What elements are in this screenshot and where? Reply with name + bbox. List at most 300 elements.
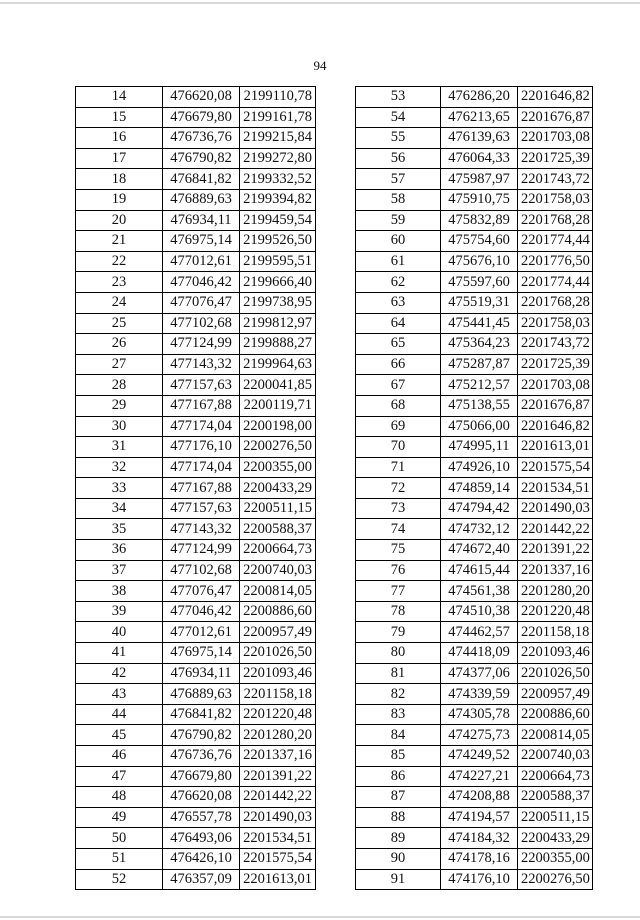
x-coordinate-cell: 477012,61	[163, 251, 240, 272]
table-row	[76, 148, 316, 169]
point-number-cell: 32	[76, 457, 163, 478]
point-number-cell: 87	[356, 787, 441, 808]
y-coordinate-cell: 2201768,28	[518, 292, 593, 313]
point-number-cell: 15	[76, 107, 163, 128]
point-number-cell: 18	[76, 169, 163, 190]
point-number-cell: 14	[76, 87, 163, 108]
table-row	[76, 354, 316, 375]
table-row	[356, 87, 593, 108]
y-coordinate-cell: 2201391,22	[518, 540, 593, 561]
y-coordinate-cell: 2201490,03	[240, 807, 316, 828]
x-coordinate-cell: 474462,57	[441, 622, 518, 643]
point-number-cell: 86	[356, 766, 441, 787]
x-coordinate-cell: 474859,14	[441, 478, 518, 499]
point-number-cell: 80	[356, 643, 441, 664]
y-coordinate-cell: 2201280,20	[518, 581, 593, 602]
y-coordinate-cell: 2200740,03	[240, 560, 316, 581]
table-row	[76, 478, 316, 499]
x-coordinate-cell: 477076,47	[163, 292, 240, 313]
point-number-cell: 20	[76, 210, 163, 231]
table-row	[356, 292, 593, 313]
table-row	[356, 519, 593, 540]
point-number-cell: 77	[356, 581, 441, 602]
point-number-cell: 66	[356, 354, 441, 375]
x-coordinate-cell: 474194,57	[441, 807, 518, 828]
point-number-cell: 83	[356, 704, 441, 725]
x-coordinate-cell: 475138,55	[441, 395, 518, 416]
x-coordinate-cell: 477124,99	[163, 540, 240, 561]
x-coordinate-cell: 476934,11	[163, 663, 240, 684]
point-number-cell: 34	[76, 498, 163, 519]
y-coordinate-cell: 2200276,50	[518, 869, 593, 890]
x-coordinate-cell: 475597,60	[441, 272, 518, 293]
point-number-cell: 30	[76, 416, 163, 437]
y-coordinate-cell: 2201575,54	[518, 457, 593, 478]
x-coordinate-cell: 474672,40	[441, 540, 518, 561]
table-row	[356, 725, 593, 746]
table-row	[356, 643, 593, 664]
x-coordinate-cell: 475754,60	[441, 231, 518, 252]
x-coordinate-cell: 474176,10	[441, 869, 518, 890]
point-number-cell: 71	[356, 457, 441, 478]
x-coordinate-cell: 477167,88	[163, 478, 240, 499]
table-row	[356, 313, 593, 334]
table-row	[76, 231, 316, 252]
y-coordinate-cell: 2200664,73	[240, 540, 316, 561]
table-row	[356, 169, 593, 190]
x-coordinate-cell: 476889,63	[163, 189, 240, 210]
coordinates-table-right	[355, 86, 593, 890]
y-coordinate-cell: 2200664,73	[518, 766, 593, 787]
x-coordinate-cell: 474377,06	[441, 663, 518, 684]
y-coordinate-cell: 2201774,44	[518, 272, 593, 293]
y-coordinate-cell: 2200886,60	[240, 601, 316, 622]
point-number-cell: 27	[76, 354, 163, 375]
x-coordinate-cell: 476064,33	[441, 148, 518, 169]
y-coordinate-cell: 2200957,49	[240, 622, 316, 643]
table-row	[356, 210, 593, 231]
point-number-cell: 64	[356, 313, 441, 334]
point-number-cell: 62	[356, 272, 441, 293]
x-coordinate-cell: 477102,68	[163, 313, 240, 334]
table-row	[76, 251, 316, 272]
y-coordinate-cell: 2200814,05	[518, 725, 593, 746]
y-coordinate-cell: 2200511,15	[240, 498, 316, 519]
table-row	[356, 375, 593, 396]
table-row	[356, 601, 593, 622]
x-coordinate-cell: 477046,42	[163, 272, 240, 293]
y-coordinate-cell: 2201613,01	[240, 869, 316, 890]
x-coordinate-cell: 476975,14	[163, 231, 240, 252]
x-coordinate-cell: 476841,82	[163, 169, 240, 190]
y-coordinate-cell: 2200740,03	[518, 746, 593, 767]
table-row	[356, 663, 593, 684]
y-coordinate-cell: 2201646,82	[518, 416, 593, 437]
y-coordinate-cell: 2201158,18	[240, 684, 316, 705]
y-coordinate-cell: 2201026,50	[240, 643, 316, 664]
point-number-cell: 33	[76, 478, 163, 499]
table-row	[356, 416, 593, 437]
point-number-cell: 82	[356, 684, 441, 705]
y-coordinate-cell: 2201490,03	[518, 498, 593, 519]
x-coordinate-cell: 477157,63	[163, 498, 240, 519]
y-coordinate-cell: 2201220,48	[240, 704, 316, 725]
point-number-cell: 16	[76, 128, 163, 149]
x-coordinate-cell: 476620,08	[163, 87, 240, 108]
point-number-cell: 49	[76, 807, 163, 828]
y-coordinate-cell: 2199332,52	[240, 169, 316, 190]
point-number-cell: 40	[76, 622, 163, 643]
table-row	[356, 540, 593, 561]
point-number-cell: 38	[76, 581, 163, 602]
y-coordinate-cell: 2199964,63	[240, 354, 316, 375]
x-coordinate-cell: 474732,12	[441, 519, 518, 540]
x-coordinate-cell: 475519,31	[441, 292, 518, 313]
point-number-cell: 59	[356, 210, 441, 231]
y-coordinate-cell: 2200041,85	[240, 375, 316, 396]
page-number: 94	[313, 58, 327, 73]
table-row	[356, 334, 593, 355]
point-number-cell: 42	[76, 663, 163, 684]
table-row	[76, 601, 316, 622]
point-number-cell: 63	[356, 292, 441, 313]
table-row	[76, 272, 316, 293]
x-coordinate-cell: 476557,78	[163, 807, 240, 828]
table-row	[76, 766, 316, 787]
point-number-cell: 75	[356, 540, 441, 561]
x-coordinate-cell: 477143,32	[163, 519, 240, 540]
x-coordinate-cell: 476736,76	[163, 746, 240, 767]
point-number-cell: 50	[76, 828, 163, 849]
y-coordinate-cell: 2200119,71	[240, 395, 316, 416]
table-row	[356, 869, 593, 890]
point-number-cell: 84	[356, 725, 441, 746]
y-coordinate-cell: 2201093,46	[518, 643, 593, 664]
x-coordinate-cell: 475212,57	[441, 375, 518, 396]
table-row	[356, 807, 593, 828]
table-row	[76, 807, 316, 828]
x-coordinate-cell: 474184,32	[441, 828, 518, 849]
y-coordinate-cell: 2201442,22	[518, 519, 593, 540]
y-coordinate-cell: 2201676,87	[518, 395, 593, 416]
y-coordinate-cell: 2200588,37	[518, 787, 593, 808]
point-number-cell: 22	[76, 251, 163, 272]
table-row	[76, 622, 316, 643]
y-coordinate-cell: 2201337,16	[240, 746, 316, 767]
point-number-cell: 19	[76, 189, 163, 210]
point-number-cell: 57	[356, 169, 441, 190]
point-number-cell: 24	[76, 292, 163, 313]
x-coordinate-cell: 476736,76	[163, 128, 240, 149]
point-number-cell: 78	[356, 601, 441, 622]
y-coordinate-cell: 2201703,08	[518, 128, 593, 149]
y-coordinate-cell: 2199110,78	[240, 87, 316, 108]
table-row	[76, 375, 316, 396]
y-coordinate-cell: 2200433,29	[240, 478, 316, 499]
x-coordinate-cell: 475441,45	[441, 313, 518, 334]
y-coordinate-cell: 2201725,39	[518, 148, 593, 169]
table-row	[76, 725, 316, 746]
point-number-cell: 61	[356, 251, 441, 272]
table-row	[356, 148, 593, 169]
x-coordinate-cell: 476934,11	[163, 210, 240, 231]
x-coordinate-cell: 475910,75	[441, 189, 518, 210]
table-row	[76, 581, 316, 602]
table-row	[356, 848, 593, 869]
table-row	[356, 746, 593, 767]
table-row	[76, 704, 316, 725]
y-coordinate-cell: 2201758,03	[518, 189, 593, 210]
point-number-cell: 43	[76, 684, 163, 705]
table-row	[356, 684, 593, 705]
table-row	[76, 437, 316, 458]
point-number-cell: 69	[356, 416, 441, 437]
y-coordinate-cell: 2199394,82	[240, 189, 316, 210]
x-coordinate-cell: 477174,04	[163, 457, 240, 478]
x-coordinate-cell: 474615,44	[441, 560, 518, 581]
y-coordinate-cell: 2199459,54	[240, 210, 316, 231]
point-number-cell: 52	[76, 869, 163, 890]
x-coordinate-cell: 475676,10	[441, 251, 518, 272]
point-number-cell: 74	[356, 519, 441, 540]
x-coordinate-cell: 476679,80	[163, 107, 240, 128]
y-coordinate-cell: 2201534,51	[240, 828, 316, 849]
table-row	[76, 416, 316, 437]
y-coordinate-cell: 2201391,22	[240, 766, 316, 787]
table-row	[76, 189, 316, 210]
y-coordinate-cell: 2201220,48	[518, 601, 593, 622]
point-number-cell: 73	[356, 498, 441, 519]
point-number-cell: 26	[76, 334, 163, 355]
y-coordinate-cell: 2199812,97	[240, 313, 316, 334]
table-row	[76, 643, 316, 664]
table-row	[356, 704, 593, 725]
y-coordinate-cell: 2200433,29	[518, 828, 593, 849]
y-coordinate-cell: 2201758,03	[518, 313, 593, 334]
table-row	[76, 787, 316, 808]
table-row	[356, 457, 593, 478]
x-coordinate-cell: 474510,38	[441, 601, 518, 622]
y-coordinate-cell: 2201725,39	[518, 354, 593, 375]
x-coordinate-cell: 477046,42	[163, 601, 240, 622]
y-coordinate-cell: 2201280,20	[240, 725, 316, 746]
y-coordinate-cell: 2201703,08	[518, 375, 593, 396]
scan-top-edge	[0, 2, 640, 4]
table-row	[76, 869, 316, 890]
table-row	[76, 87, 316, 108]
y-coordinate-cell: 2199161,78	[240, 107, 316, 128]
point-number-cell: 44	[76, 704, 163, 725]
y-coordinate-cell: 2201442,22	[240, 787, 316, 808]
table-row	[76, 746, 316, 767]
point-number-cell: 17	[76, 148, 163, 169]
y-coordinate-cell: 2201776,50	[518, 251, 593, 272]
table-row	[76, 169, 316, 190]
point-number-cell: 58	[356, 189, 441, 210]
point-number-cell: 46	[76, 746, 163, 767]
point-number-cell: 85	[356, 746, 441, 767]
table-row	[356, 437, 593, 458]
point-number-cell: 25	[76, 313, 163, 334]
table-row	[356, 231, 593, 252]
x-coordinate-cell: 477157,63	[163, 375, 240, 396]
table-row	[356, 128, 593, 149]
y-coordinate-cell: 2200355,00	[518, 848, 593, 869]
table-row	[356, 251, 593, 272]
point-number-cell: 72	[356, 478, 441, 499]
x-coordinate-cell: 474926,10	[441, 457, 518, 478]
y-coordinate-cell: 2201768,28	[518, 210, 593, 231]
point-number-cell: 47	[76, 766, 163, 787]
point-number-cell: 79	[356, 622, 441, 643]
y-coordinate-cell: 2201774,44	[518, 231, 593, 252]
y-coordinate-cell: 2201534,51	[518, 478, 593, 499]
point-number-cell: 54	[356, 107, 441, 128]
x-coordinate-cell: 475287,87	[441, 354, 518, 375]
point-number-cell: 60	[356, 231, 441, 252]
y-coordinate-cell: 2201676,87	[518, 107, 593, 128]
table-row	[76, 828, 316, 849]
point-number-cell: 37	[76, 560, 163, 581]
x-coordinate-cell: 477076,47	[163, 581, 240, 602]
x-coordinate-cell: 477012,61	[163, 622, 240, 643]
point-number-cell: 48	[76, 787, 163, 808]
table-row	[356, 766, 593, 787]
table-row	[76, 334, 316, 355]
table-row	[76, 107, 316, 128]
point-number-cell: 81	[356, 663, 441, 684]
point-number-cell: 76	[356, 560, 441, 581]
table-row	[356, 272, 593, 293]
x-coordinate-cell: 475987,97	[441, 169, 518, 190]
y-coordinate-cell: 2201743,72	[518, 169, 593, 190]
y-coordinate-cell: 2200957,49	[518, 684, 593, 705]
y-coordinate-cell: 2201575,54	[240, 848, 316, 869]
x-coordinate-cell: 476357,09	[163, 869, 240, 890]
point-number-cell: 55	[356, 128, 441, 149]
x-coordinate-cell: 477176,10	[163, 437, 240, 458]
point-number-cell: 53	[356, 87, 441, 108]
y-coordinate-cell: 2201026,50	[518, 663, 593, 684]
point-number-cell: 45	[76, 725, 163, 746]
x-coordinate-cell: 475832,89	[441, 210, 518, 231]
point-number-cell: 88	[356, 807, 441, 828]
table-row	[76, 560, 316, 581]
y-coordinate-cell: 2201646,82	[518, 87, 593, 108]
point-number-cell: 35	[76, 519, 163, 540]
x-coordinate-cell: 474995,11	[441, 437, 518, 458]
y-coordinate-cell: 2199888,27	[240, 334, 316, 355]
point-number-cell: 36	[76, 540, 163, 561]
point-number-cell: 21	[76, 231, 163, 252]
x-coordinate-cell: 474227,21	[441, 766, 518, 787]
table-row	[356, 395, 593, 416]
x-coordinate-cell: 474561,38	[441, 581, 518, 602]
table-row	[76, 663, 316, 684]
point-number-cell: 23	[76, 272, 163, 293]
table-row	[356, 498, 593, 519]
x-coordinate-cell: 476975,14	[163, 643, 240, 664]
y-coordinate-cell: 2200588,37	[240, 519, 316, 540]
table-row	[76, 395, 316, 416]
y-coordinate-cell: 2200814,05	[240, 581, 316, 602]
x-coordinate-cell: 476286,20	[441, 87, 518, 108]
x-coordinate-cell: 477174,04	[163, 416, 240, 437]
table-row	[76, 313, 316, 334]
y-coordinate-cell: 2201158,18	[518, 622, 593, 643]
x-coordinate-cell: 474339,59	[441, 684, 518, 705]
y-coordinate-cell: 2199666,40	[240, 272, 316, 293]
y-coordinate-cell: 2199215,84	[240, 128, 316, 149]
y-coordinate-cell: 2201337,16	[518, 560, 593, 581]
x-coordinate-cell: 474418,09	[441, 643, 518, 664]
x-coordinate-cell: 474249,52	[441, 746, 518, 767]
point-number-cell: 67	[356, 375, 441, 396]
x-coordinate-cell: 474275,73	[441, 725, 518, 746]
x-coordinate-cell: 475066,00	[441, 416, 518, 437]
table-row	[356, 622, 593, 643]
table-row	[356, 581, 593, 602]
y-coordinate-cell: 2199526,50	[240, 231, 316, 252]
table-row	[76, 498, 316, 519]
table-row	[356, 478, 593, 499]
x-coordinate-cell: 476426,10	[163, 848, 240, 869]
table-row	[356, 787, 593, 808]
x-coordinate-cell: 474794,42	[441, 498, 518, 519]
y-coordinate-cell: 2199272,80	[240, 148, 316, 169]
table-row	[356, 189, 593, 210]
y-coordinate-cell: 2199595,51	[240, 251, 316, 272]
x-coordinate-cell: 476139,63	[441, 128, 518, 149]
y-coordinate-cell: 2201743,72	[518, 334, 593, 355]
table-row	[76, 519, 316, 540]
table-row	[76, 457, 316, 478]
point-number-cell: 39	[76, 601, 163, 622]
x-coordinate-cell: 476493,06	[163, 828, 240, 849]
x-coordinate-cell: 476889,63	[163, 684, 240, 705]
coordinates-table-left	[75, 86, 316, 890]
point-number-cell: 90	[356, 848, 441, 869]
point-number-cell: 68	[356, 395, 441, 416]
point-number-cell: 28	[76, 375, 163, 396]
x-coordinate-cell: 477102,68	[163, 560, 240, 581]
x-coordinate-cell: 476213,65	[441, 107, 518, 128]
x-coordinate-cell: 474305,78	[441, 704, 518, 725]
table-row	[76, 684, 316, 705]
x-coordinate-cell: 477124,99	[163, 334, 240, 355]
point-number-cell: 70	[356, 437, 441, 458]
y-coordinate-cell: 2200355,00	[240, 457, 316, 478]
y-coordinate-cell: 2201613,01	[518, 437, 593, 458]
x-coordinate-cell: 476841,82	[163, 704, 240, 725]
y-coordinate-cell: 2200886,60	[518, 704, 593, 725]
table-row	[356, 107, 593, 128]
table-row	[356, 354, 593, 375]
x-coordinate-cell: 476679,80	[163, 766, 240, 787]
table-row	[356, 828, 593, 849]
point-number-cell: 31	[76, 437, 163, 458]
point-number-cell: 65	[356, 334, 441, 355]
x-coordinate-cell: 476790,82	[163, 725, 240, 746]
y-coordinate-cell: 2199738,95	[240, 292, 316, 313]
x-coordinate-cell: 474178,16	[441, 848, 518, 869]
y-coordinate-cell: 2200198,00	[240, 416, 316, 437]
y-coordinate-cell: 2200511,15	[518, 807, 593, 828]
x-coordinate-cell: 476620,08	[163, 787, 240, 808]
point-number-cell: 89	[356, 828, 441, 849]
point-number-cell: 51	[76, 848, 163, 869]
point-number-cell: 41	[76, 643, 163, 664]
